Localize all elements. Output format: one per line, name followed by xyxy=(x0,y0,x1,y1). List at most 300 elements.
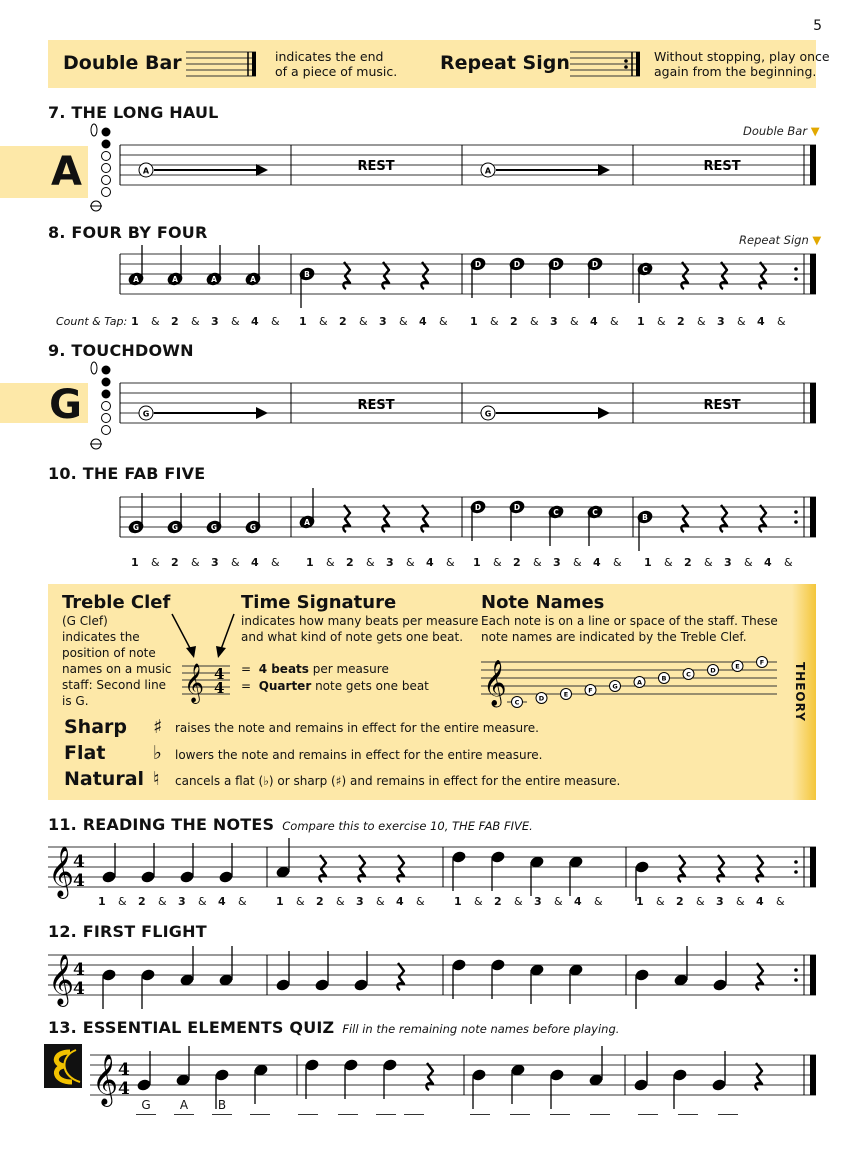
count-mark: 4 xyxy=(756,895,764,908)
quarter-note xyxy=(490,850,506,891)
quarter-note xyxy=(101,968,117,1009)
count-mark: & xyxy=(490,315,499,328)
svg-text:𝄞: 𝄞 xyxy=(92,1054,119,1105)
svg-text:F: F xyxy=(759,658,765,667)
essential-elements-quiz-icon xyxy=(40,1042,90,1092)
svg-text:G: G xyxy=(142,409,150,419)
note-label: D xyxy=(513,260,521,269)
answer-blank[interactable] xyxy=(404,1098,424,1115)
quarter-note xyxy=(140,968,156,1009)
svg-text:G: G xyxy=(612,682,618,691)
count-mark: 1 xyxy=(131,315,139,328)
quarter-note xyxy=(586,256,604,298)
note-label: G xyxy=(249,523,257,532)
svg-text:𝄞: 𝄞 xyxy=(48,846,75,897)
note-label: G xyxy=(210,523,218,532)
count-mark: & xyxy=(784,556,793,569)
time-signature-eq1: = 4 beats per measure xyxy=(241,662,389,676)
quarter-note xyxy=(508,499,526,541)
svg-text:4: 4 xyxy=(118,1060,130,1080)
quarter-note xyxy=(275,951,291,992)
note-label: A xyxy=(172,275,178,284)
exercise-7-staff xyxy=(120,144,820,186)
count-mark: 4 xyxy=(251,315,259,328)
quarter-note xyxy=(175,1046,191,1087)
count-mark: & xyxy=(326,556,335,569)
count-mark: 3 xyxy=(717,315,725,328)
count-mark: & xyxy=(319,315,328,328)
quarter-note xyxy=(127,493,145,535)
count-mark: 1 xyxy=(306,556,314,569)
quarter-note xyxy=(314,951,330,992)
quarter-note xyxy=(529,963,545,1004)
count-mark: & xyxy=(533,556,542,569)
count-mark: & xyxy=(664,556,673,569)
quarter-rest xyxy=(678,855,685,882)
quarter-note xyxy=(588,1046,604,1087)
repeat-sign-desc: Without stopping, play once again from the beginning. xyxy=(654,49,830,79)
svg-text:REST: REST xyxy=(703,398,741,413)
count-mark: 1 xyxy=(644,556,652,569)
quarter-note xyxy=(218,843,234,884)
svg-text:A: A xyxy=(142,166,150,176)
quarter-rest xyxy=(358,855,365,882)
repeat-sign-tag: Repeat Sign ▼ xyxy=(739,233,822,247)
count-mark: 3 xyxy=(178,895,186,908)
count-mark: & xyxy=(271,315,280,328)
natural-icon: ♮ xyxy=(153,768,160,790)
count-mark: 2 xyxy=(677,315,685,328)
note-label: D xyxy=(513,503,521,512)
svg-text:4: 4 xyxy=(73,979,85,999)
quarter-note xyxy=(166,493,184,535)
note-label: D xyxy=(474,503,482,512)
count-mark: & xyxy=(366,556,375,569)
quarter-rest xyxy=(421,505,428,532)
sharp-text: raises the note and remains in effect for the entire measure. xyxy=(175,721,539,735)
count-mark: & xyxy=(336,895,345,908)
exercise-11-staff xyxy=(48,846,820,900)
quarter-note xyxy=(508,256,526,298)
exercise-8-title: 8. FOUR BY FOUR xyxy=(48,223,208,242)
quarter-rest xyxy=(717,855,724,882)
count-mark: & xyxy=(570,315,579,328)
quarter-note xyxy=(382,1058,398,1099)
quarter-rest xyxy=(681,505,688,532)
count-mark: & xyxy=(118,895,127,908)
count-mark: & xyxy=(573,556,582,569)
quarter-rest xyxy=(343,262,350,289)
quarter-note xyxy=(140,843,156,884)
time-signature-title: Time Signature xyxy=(241,592,397,613)
quarter-rest xyxy=(720,262,727,289)
count-mark: 1 xyxy=(454,895,462,908)
quarter-note xyxy=(529,855,545,896)
quarter-note xyxy=(490,958,506,999)
quarter-note xyxy=(298,488,316,530)
quarter-rest xyxy=(426,1063,433,1090)
count-mark: & xyxy=(439,315,448,328)
quarter-rest xyxy=(759,505,766,532)
double-bar-desc: indicates the end of a piece of music. xyxy=(275,49,398,79)
count-mark: & xyxy=(151,315,160,328)
quarter-note xyxy=(244,493,262,535)
count-mark: & xyxy=(271,556,280,569)
svg-text:4: 4 xyxy=(73,960,85,980)
quarter-note xyxy=(136,1051,152,1092)
quarter-note xyxy=(636,509,654,551)
count-mark: & xyxy=(610,315,619,328)
double-bar-symbol xyxy=(186,46,262,82)
page-number: 5 xyxy=(813,18,822,34)
note-name-circle xyxy=(634,677,645,688)
count-mark: & xyxy=(613,556,622,569)
count-mark: & xyxy=(359,315,368,328)
quarter-rest xyxy=(720,505,727,532)
count-mark: 2 xyxy=(339,315,347,328)
svg-text:4: 4 xyxy=(118,1079,130,1099)
count-mark: 3 xyxy=(716,895,724,908)
count-mark: & xyxy=(704,556,713,569)
quarter-rest xyxy=(382,505,389,532)
quarter-note xyxy=(547,256,565,298)
count-mark: 3 xyxy=(550,315,558,328)
svg-text:B: B xyxy=(661,674,667,683)
answer-blank[interactable] xyxy=(376,1098,396,1115)
fingering-chart-g-icon xyxy=(88,360,114,452)
count-mark: 2 xyxy=(171,556,179,569)
answer-blank[interactable] xyxy=(338,1098,358,1115)
count-mark: 4 xyxy=(593,556,601,569)
count-mark: & xyxy=(776,895,785,908)
arrow-down-icon: ▼ xyxy=(810,124,820,138)
count-mark: 2 xyxy=(316,895,324,908)
new-note-a-box: A xyxy=(0,146,88,198)
count-mark: 2 xyxy=(510,315,518,328)
exercise-13-title: 13. ESSENTIAL ELEMENTS QUIZ Fill in the remaining note names before playing. xyxy=(48,1018,620,1037)
quarter-note xyxy=(343,1058,359,1099)
count-mark: & xyxy=(446,556,455,569)
svg-text:REST: REST xyxy=(357,398,395,413)
note-label: D xyxy=(552,260,560,269)
quarter-note xyxy=(547,504,565,546)
quarter-rest xyxy=(756,963,763,990)
quarter-note xyxy=(451,850,467,891)
note-label: D xyxy=(474,260,482,269)
quarter-rest xyxy=(343,505,350,532)
count-mark: & xyxy=(238,895,247,908)
note-names-staff xyxy=(481,654,781,708)
count-mark: & xyxy=(594,895,603,908)
count-mark: 1 xyxy=(131,556,139,569)
quarter-note xyxy=(205,245,223,287)
count-mark: 1 xyxy=(636,895,644,908)
answer-blank[interactable] xyxy=(550,1098,570,1115)
count-mark: 3 xyxy=(724,556,732,569)
quarter-note xyxy=(673,946,689,987)
repeat-sign-symbol xyxy=(570,46,646,82)
exercise-10-staff xyxy=(120,496,820,558)
count-mark: 2 xyxy=(494,895,502,908)
svg-text:A: A xyxy=(484,166,492,176)
count-mark: 2 xyxy=(684,556,692,569)
sharp-icon: ♯ xyxy=(153,716,163,738)
svg-text:D: D xyxy=(538,694,545,703)
count-mark: & xyxy=(696,895,705,908)
svg-text:4: 4 xyxy=(73,871,85,891)
count-mark: & xyxy=(736,895,745,908)
svg-text:4: 4 xyxy=(214,665,225,683)
note-label: A xyxy=(304,518,310,527)
quarter-rest xyxy=(755,1063,762,1090)
svg-text:G: G xyxy=(484,409,492,419)
svg-text:D: D xyxy=(710,666,716,675)
clef-time-signature-icon xyxy=(182,660,230,703)
note-label: A xyxy=(250,275,256,284)
note-label: C xyxy=(642,265,648,274)
count-mark: 1 xyxy=(299,315,307,328)
exercise-7-title: 7. THE LONG HAUL xyxy=(48,103,219,122)
quarter-note xyxy=(712,951,728,992)
treble-clef-desc: (G Clef) indicates the position of note names on a music staff: Second line is G. xyxy=(62,614,172,708)
count-mark: 1 xyxy=(473,556,481,569)
note-name-circle xyxy=(757,657,768,668)
quarter-rest xyxy=(759,262,766,289)
answer-blank[interactable]: A xyxy=(174,1098,194,1115)
exercise-13-staff xyxy=(90,1054,820,1104)
quarter-note xyxy=(244,245,262,287)
count-mark: 2 xyxy=(171,315,179,328)
count-mark: 3 xyxy=(553,556,561,569)
svg-text:4: 4 xyxy=(73,852,85,872)
exercise-10-title: 10. THE FAB FIVE xyxy=(48,464,206,483)
note-name-circle xyxy=(585,685,596,696)
note-label: B xyxy=(304,270,310,279)
pointer-arrows-icon xyxy=(168,612,238,660)
quarter-note xyxy=(568,855,584,896)
quarter-note xyxy=(205,493,223,535)
count-mark: & xyxy=(151,556,160,569)
count-mark: 4 xyxy=(218,895,226,908)
theory-label: THEORY xyxy=(793,662,807,722)
quarter-note xyxy=(634,968,650,1009)
quarter-note xyxy=(218,946,234,987)
quarter-rest xyxy=(382,262,389,289)
quarter-rest xyxy=(319,855,326,882)
svg-text:REST: REST xyxy=(703,159,741,174)
time-signature-eq2: = Quarter note gets one beat xyxy=(241,679,429,693)
note-label: C xyxy=(592,508,598,517)
count-mark: 3 xyxy=(379,315,387,328)
note-name-circle xyxy=(708,665,719,676)
quarter-note xyxy=(711,1051,727,1092)
count-mark: 3 xyxy=(534,895,542,908)
count-mark: & xyxy=(493,556,502,569)
svg-text:F: F xyxy=(588,686,593,695)
arrow-down-icon: ▼ xyxy=(812,233,822,247)
quarter-note xyxy=(636,261,654,303)
count-mark: 2 xyxy=(138,895,146,908)
natural-text: cancels a flat (♭) or sharp (♯) and remains in effect for the entire measure. xyxy=(175,774,621,788)
note-name-circle xyxy=(732,661,743,672)
exercise-12-title: 12. FIRST FLIGHT xyxy=(48,922,207,941)
count-mark: 1 xyxy=(98,895,106,908)
quarter-note xyxy=(101,843,117,884)
answer-blank[interactable] xyxy=(298,1098,318,1115)
answer-blank[interactable] xyxy=(250,1098,270,1115)
exercise-10-counts xyxy=(120,556,820,572)
note-name-circle xyxy=(536,693,547,704)
svg-text:𝄞: 𝄞 xyxy=(48,954,75,1005)
count-mark: 4 xyxy=(396,895,404,908)
svg-text:C: C xyxy=(514,698,520,707)
quarter-note xyxy=(166,245,184,287)
svg-text:E: E xyxy=(563,690,569,699)
note-label: A xyxy=(211,275,217,284)
flat-icon: ♭ xyxy=(153,742,162,764)
quarter-note xyxy=(469,256,487,298)
answer-blank[interactable] xyxy=(718,1098,738,1115)
svg-text:𝄞: 𝄞 xyxy=(184,663,205,703)
note-label: D xyxy=(591,260,599,269)
count-mark: & xyxy=(231,556,240,569)
count-mark: & xyxy=(656,895,665,908)
count-mark: 3 xyxy=(211,556,219,569)
sharp-label: Sharp xyxy=(64,716,128,738)
count-mark: 4 xyxy=(574,895,582,908)
quarter-note xyxy=(298,266,316,308)
count-mark: & xyxy=(514,895,523,908)
count-tap-label: Count & Tap: xyxy=(56,315,128,328)
answer-blank[interactable] xyxy=(678,1098,698,1115)
quarter-rest xyxy=(756,855,763,882)
time-signature-desc: indicates how many beats per measure and what kind of note gets one beat. xyxy=(241,614,479,644)
count-mark: & xyxy=(777,315,786,328)
count-mark: & xyxy=(198,895,207,908)
quarter-note xyxy=(633,1051,649,1092)
svg-text:4: 4 xyxy=(214,679,225,697)
note-label: A xyxy=(133,275,139,284)
quarter-note xyxy=(469,499,487,541)
count-mark: 3 xyxy=(356,895,364,908)
count-mark: & xyxy=(737,315,746,328)
quarter-note xyxy=(353,951,369,992)
quarter-note xyxy=(179,843,195,884)
quarter-note xyxy=(127,245,145,287)
quarter-note xyxy=(586,504,604,546)
count-mark: 4 xyxy=(426,556,434,569)
exercise-8-staff xyxy=(120,253,820,315)
exercise-12-staff xyxy=(48,954,820,1005)
quarter-note xyxy=(179,946,195,987)
count-mark: & xyxy=(376,895,385,908)
count-mark: 3 xyxy=(386,556,394,569)
count-mark: 2 xyxy=(676,895,684,908)
quarter-rest xyxy=(681,262,688,289)
note-name-circle xyxy=(561,689,572,700)
exercise-9-title: 9. TOUCHDOWN xyxy=(48,341,194,360)
count-mark: & xyxy=(554,895,563,908)
count-mark: & xyxy=(697,315,706,328)
answer-blank[interactable] xyxy=(638,1098,658,1115)
answer-blank[interactable] xyxy=(470,1098,490,1115)
answer-blank[interactable]: B xyxy=(212,1098,232,1115)
exercise-11-title: 11. READING THE NOTES Compare this to exercise 10, THE FAB FIVE. xyxy=(48,815,533,834)
count-mark: & xyxy=(474,895,483,908)
treble-clef-title: Treble Clef xyxy=(62,592,171,613)
fingering-chart-a-icon xyxy=(88,122,114,214)
natural-label: Natural xyxy=(64,768,145,790)
quarter-rest xyxy=(421,262,428,289)
note-names-desc: Each note is on a line or space of the staff. These note names are indicated by the Treble Clef. xyxy=(481,614,778,644)
quarter-rest xyxy=(397,963,404,990)
count-mark: & xyxy=(406,556,415,569)
note-name-circle xyxy=(683,669,694,680)
note-names-title: Note Names xyxy=(481,592,605,613)
count-mark: 2 xyxy=(346,556,354,569)
flat-label: Flat xyxy=(64,742,106,764)
exercise-13-answer-blanks xyxy=(90,1098,820,1120)
count-mark: 4 xyxy=(764,556,772,569)
count-mark: & xyxy=(657,315,666,328)
svg-text:𝄞: 𝄞 xyxy=(483,660,507,706)
count-mark: 4 xyxy=(419,315,427,328)
count-mark: & xyxy=(296,895,305,908)
quarter-note xyxy=(304,1058,320,1099)
count-mark: & xyxy=(416,895,425,908)
exercise-11-counts xyxy=(48,895,820,911)
note-name-circle xyxy=(610,681,621,692)
answer-blank[interactable]: G xyxy=(136,1098,156,1115)
quarter-note xyxy=(275,838,291,879)
count-mark: & xyxy=(191,556,200,569)
note-label: C xyxy=(553,508,559,517)
count-mark: & xyxy=(744,556,753,569)
note-name-circle xyxy=(659,673,670,684)
count-mark: 1 xyxy=(276,895,284,908)
repeat-sign-title: Repeat Sign xyxy=(440,52,570,74)
count-mark: 4 xyxy=(590,315,598,328)
count-mark: 1 xyxy=(470,315,478,328)
count-mark: 4 xyxy=(757,315,765,328)
exercise-8-counts xyxy=(120,315,820,331)
double-bar-tag: Double Bar ▼ xyxy=(743,124,820,138)
svg-text:C: C xyxy=(686,670,691,679)
double-bar-title: Double Bar xyxy=(63,52,182,74)
note-name-circle xyxy=(507,697,527,708)
count-mark: 3 xyxy=(211,315,219,328)
note-label: B xyxy=(642,513,648,522)
count-mark: & xyxy=(231,315,240,328)
quarter-note xyxy=(451,958,467,999)
quarter-rest xyxy=(397,855,404,882)
count-mark: 4 xyxy=(251,556,259,569)
svg-text:E: E xyxy=(735,662,740,671)
count-mark: 2 xyxy=(513,556,521,569)
count-mark: & xyxy=(399,315,408,328)
flat-text: lowers the note and remains in effect for the entire measure. xyxy=(175,748,543,762)
answer-blank[interactable] xyxy=(510,1098,530,1115)
count-mark: & xyxy=(158,895,167,908)
new-note-g-box: G xyxy=(0,383,88,423)
count-mark: 1 xyxy=(637,315,645,328)
svg-text:A: A xyxy=(636,678,643,687)
count-mark: & xyxy=(530,315,539,328)
answer-blank[interactable] xyxy=(590,1098,610,1115)
svg-text:REST: REST xyxy=(357,159,395,174)
note-label: G xyxy=(132,523,140,532)
note-label: G xyxy=(171,523,179,532)
